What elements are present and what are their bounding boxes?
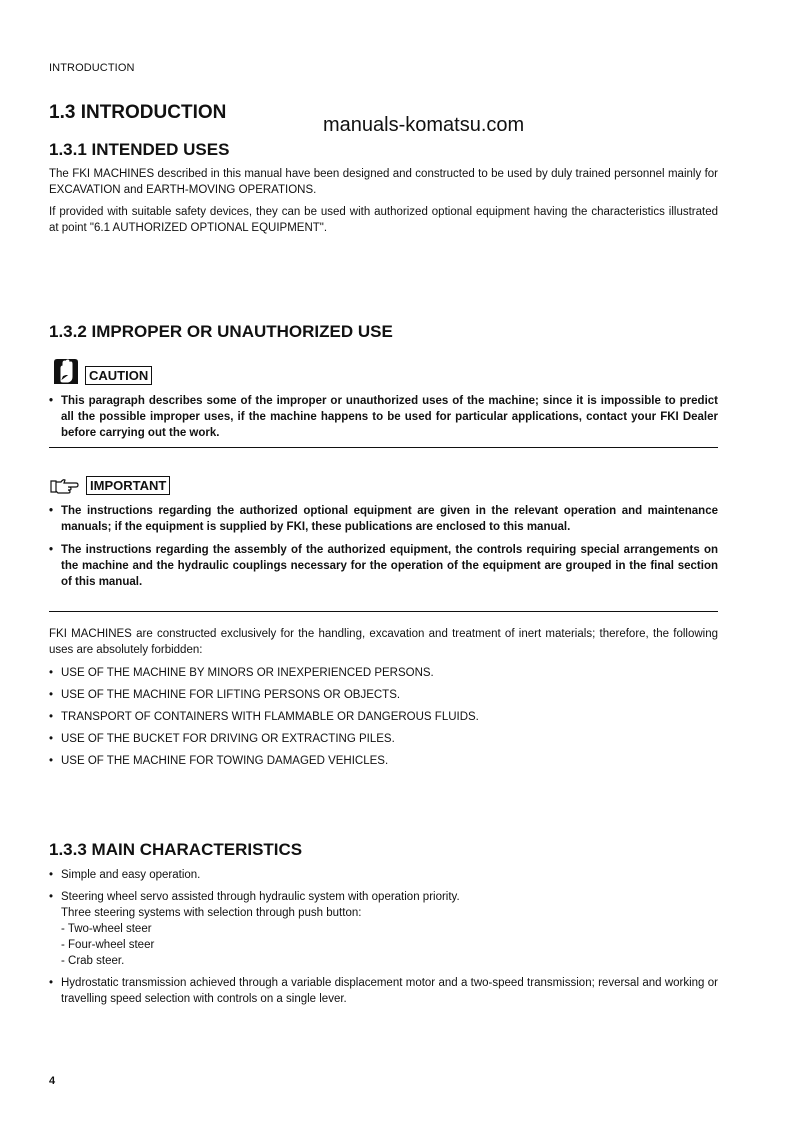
characteristics-list (49, 867, 718, 1013)
pointing-hand-icon (49, 477, 79, 495)
forbidden-item: • USE OF THE MACHINE FOR TOWING DAMAGED VEHICLES. (49, 753, 718, 769)
intended-uses-paragraph-2: If provided with suitable safety devices, they can be used with authorized optional equipment having the characteristics illustrated at point "6.1 AUTHORIZED OPTIONAL EQUIPMENT". (49, 206, 718, 234)
section-title: 1.3 INTRODUCTION (49, 102, 227, 123)
forbidden-intro: FKI MACHINES are constructed exclusively for the handling, excavation and treatment of inert materials; therefore, the following uses are absolutely forbidden: (49, 628, 718, 656)
watermark: manuals-komatsu.com (323, 114, 525, 136)
intended-uses-heading: 1.3.1 INTENDED USES (49, 140, 230, 159)
caution-text: • This paragraph describes some of the improper or unauthorized uses of the machine; since it is impossible to predict all the possible improper uses, if the machine happens to be used for particular applications, contact your FKI Dealer before carrying out the work. (49, 393, 718, 441)
important-label: IMPORTANT (86, 476, 170, 495)
steering-systems-intro: Three steering systems with selection through push button: (61, 907, 362, 919)
steering-option: - Four-wheel steer (61, 939, 155, 951)
steering-option: - Two-wheel steer (61, 923, 152, 935)
characteristic-item: • Simple and easy operation. (49, 867, 718, 883)
forbidden-item: • USE OF THE MACHINE BY MINORS OR INEXPERIENCED PERSONS. (49, 665, 718, 681)
page-number: 4 (49, 1075, 56, 1087)
forbidden-list (49, 665, 718, 775)
caution-label: CAUTION (85, 366, 152, 385)
characteristic-text: • Steering wheel servo assisted through hydraulic system with operation priority. (61, 891, 460, 903)
running-header: INTRODUCTION (49, 62, 135, 74)
characteristic-item (49, 889, 718, 969)
caution-hand-icon (51, 354, 81, 386)
improper-use-heading: 1.3.2 IMPROPER OR UNAUTHORIZED USE (49, 322, 393, 341)
important-divider (49, 611, 718, 612)
characteristic-item: • Hydrostatic transmission achieved through a variable displacement motor and a two-speed transmission; reversal and working or travelling speed selection with controls on a single lever. (49, 975, 718, 1007)
forbidden-item: • USE OF THE MACHINE FOR LIFTING PERSONS OR OBJECTS. (49, 687, 718, 703)
important-item: • The instructions regarding the authorized optional equipment are given in the relevant operation and maintenance manuals; if the equipment is supplied by FKI, these publications are enclosed to this manual. (49, 503, 718, 535)
caution-list (49, 393, 718, 441)
important-list (49, 503, 718, 597)
intended-uses-paragraph-1: The FKI MACHINES described in this manual have been designed and constructed to be used by duly trained personnel mainly for EXCAVATION and EARTH-MOVING OPERATIONS. (49, 168, 718, 196)
forbidden-item: • USE OF THE BUCKET FOR DRIVING OR EXTRACTING PILES. (49, 731, 718, 747)
caution-divider (49, 447, 718, 448)
important-item: • The instructions regarding the assembly of the authorized equipment, the controls requiring special arrangements on the machine and the hydraulic couplings necessary for the operation of the equipment are grouped in the final section of this manual. (49, 542, 718, 590)
steering-option: - Crab steer. (61, 955, 125, 967)
main-characteristics-heading: 1.3.3 MAIN CHARACTERISTICS (49, 840, 303, 859)
forbidden-item: • TRANSPORT OF CONTAINERS WITH FLAMMABLE OR DANGEROUS FLUIDS. (49, 709, 718, 725)
